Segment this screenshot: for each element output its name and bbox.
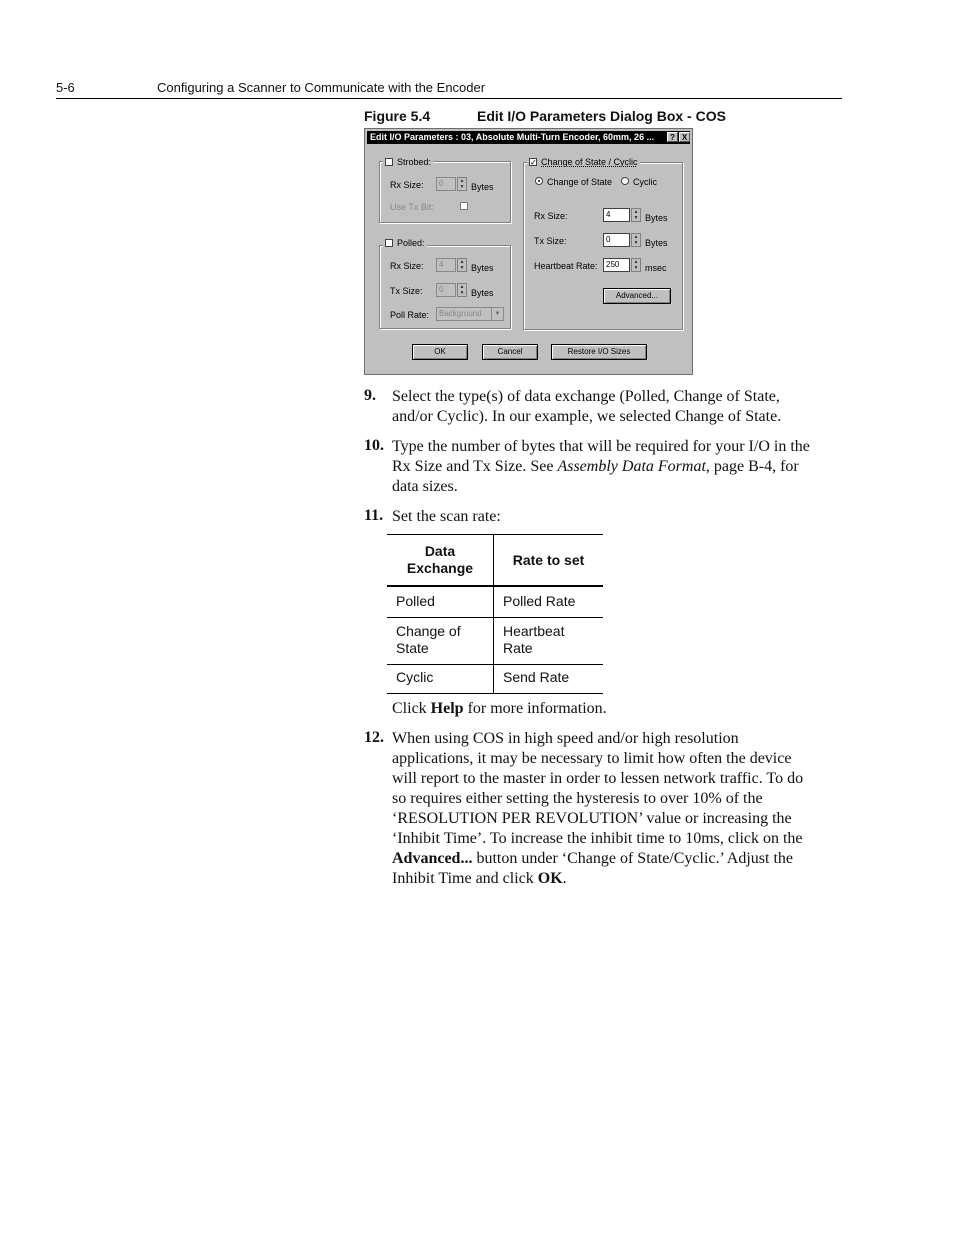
table-rule — [387, 664, 603, 665]
step-12-text-rest: button under ‘Change of State/Cyclic.’ Adjust the — [472, 850, 793, 867]
table-cell-exchange: Polled — [396, 593, 435, 609]
help-note-pre: Click — [392, 700, 431, 717]
step-10-text — [392, 437, 842, 497]
table-cell-rate — [503, 623, 564, 657]
radio-change-of-state-label: Change of State — [547, 177, 613, 187]
step-9-line: and/or Cyclic). In our example, we selected Change of State. — [392, 408, 782, 425]
strobed-rx-spinner[interactable]: ▲ ▼ — [457, 177, 467, 191]
step-10-line: data sizes. — [392, 478, 458, 495]
strobed-rx-size-label: Rx Size: — [390, 180, 424, 190]
cos-label: Change of State / Cyclic — [541, 157, 638, 167]
ok-keyword: OK — [537, 870, 563, 887]
step-12-text-pre: Inhibit Time and click — [392, 870, 538, 887]
step-10-text-a: Rx Size and Tx Size. See — [392, 458, 558, 475]
polled-header — [383, 238, 427, 248]
polled-rx-size-label: Rx Size: — [390, 261, 424, 271]
cell-line: Heartbeat — [503, 623, 565, 639]
strobed-header — [383, 157, 433, 167]
step-12-line: When using COS in high speed and/or high resolution — [392, 730, 739, 747]
edit-io-parameters-dialog — [364, 128, 693, 375]
polled-tx-size-label: Tx Size: — [390, 286, 423, 296]
poll-rate-label: Poll Rate: — [390, 310, 430, 320]
strobed-bytes-label: Bytes — [471, 182, 494, 192]
heartbeat-rate-label: Heartbeat Rate: — [534, 261, 598, 271]
advanced-keyword: Advanced... — [392, 850, 473, 867]
cancel-button[interactable]: Cancel — [482, 344, 538, 360]
cos-rx-bytes-label: Bytes — [645, 213, 668, 223]
table-rule — [387, 617, 603, 618]
close-button[interactable]: X — [679, 132, 690, 142]
cos-rx-size-input[interactable]: 4 — [603, 208, 630, 222]
step-12-line: applications, it may be necessary to limit how often the device — [392, 750, 792, 767]
table-header-exchange — [387, 543, 493, 577]
cos-rx-spinner[interactable]: ▲ ▼ — [631, 208, 641, 222]
chapter-title: Configuring a Scanner to Communicate with the Encoder — [157, 80, 486, 95]
header-line: Exchange — [406, 560, 474, 576]
strobed-checkbox[interactable] — [385, 158, 393, 166]
cell-line: Change of — [396, 623, 461, 639]
header-rule — [56, 98, 842, 99]
cell-line: Rate — [503, 640, 533, 656]
radio-cyclic-label: Cyclic — [633, 177, 657, 187]
table-rule-header — [387, 585, 603, 587]
cos-checkbox[interactable]: ✓ — [530, 158, 537, 167]
step-11-number: 11. — [364, 507, 384, 524]
cell-line: State — [396, 640, 429, 656]
msec-label: msec — [645, 263, 667, 273]
step-10-text-b: , page B-4, for — [705, 458, 799, 475]
cos-tx-spinner[interactable]: ▲ ▼ — [631, 233, 641, 247]
strobed-group — [379, 161, 511, 223]
radio-selected-dot — [538, 180, 540, 182]
use-tx-bit-label: Use Tx Bit: — [390, 202, 434, 212]
strobed-rx-size-input[interactable]: 0 — [436, 177, 456, 191]
step-9-number: 9. — [364, 387, 376, 404]
polled-label: Polled: — [397, 238, 425, 248]
strobed-label: Strobed: — [397, 157, 432, 167]
help-button[interactable]: ? — [667, 132, 678, 142]
table-cell-rate: Polled Rate — [503, 593, 576, 609]
cos-tx-size-label: Tx Size: — [534, 236, 567, 246]
step-11-text: Set the scan rate: — [392, 508, 501, 525]
figure-title: Edit I/O Parameters Dialog Box - COS — [477, 108, 726, 124]
table-cell-exchange — [396, 623, 461, 657]
figure-number: Figure 5.4 — [364, 108, 431, 124]
heartbeat-rate-input[interactable]: 250 — [603, 258, 630, 272]
table-rule-bottom — [387, 693, 603, 694]
heartbeat-rate-spinner[interactable]: ▲ ▼ — [631, 258, 641, 272]
cos-header — [527, 157, 640, 167]
step-10-line: Type the number of bytes that will be required for your I/O in the — [392, 438, 810, 455]
table-cell-exchange: Cyclic — [396, 669, 434, 685]
radio-cyclic[interactable] — [621, 177, 629, 185]
step-9-line: Select the type(s) of data exchange (Polled, Change of State, — [392, 388, 780, 405]
poll-rate-select[interactable] — [436, 307, 504, 321]
polled-rx-bytes-label: Bytes — [471, 263, 494, 273]
restore-io-sizes-button[interactable]: Restore I/O Sizes — [551, 344, 647, 360]
radio-change-of-state[interactable] — [535, 177, 543, 185]
polled-tx-size-input[interactable]: 0 — [436, 283, 456, 297]
cos-rx-size-label: Rx Size: — [534, 211, 568, 221]
step-12-text-post: . — [562, 870, 567, 887]
table-header-rate: Rate to set — [512, 552, 585, 568]
assembly-data-format-ref: Assembly Data Format — [557, 458, 706, 475]
poll-rate-value: Background — [439, 309, 482, 318]
step-12-line: so requires either setting the hysteresis to over 10% of the — [392, 790, 763, 807]
help-note — [392, 699, 842, 719]
dialog-title-bar — [367, 131, 690, 144]
polled-tx-bytes-label: Bytes — [471, 288, 494, 298]
polled-rx-spinner[interactable]: ▲ ▼ — [457, 258, 467, 272]
cos-tx-bytes-label: Bytes — [645, 238, 668, 248]
chevron-down-icon: ▼ — [491, 308, 503, 320]
cos-tx-size-input[interactable]: 0 — [603, 233, 630, 247]
header-line: Data — [424, 543, 456, 559]
advanced-button[interactable]: Advanced... — [603, 288, 671, 304]
polled-rx-size-input[interactable]: 4 — [436, 258, 456, 272]
table-cell-rate: Send Rate — [503, 669, 570, 685]
step-12-line: ‘Inhibit Time’. To increase the inhibit time to 10ms, click on the — [392, 830, 803, 847]
help-keyword: Help — [430, 700, 464, 717]
step-12-line: ‘RESOLUTION PER REVOLUTION’ value or increasing the — [392, 810, 792, 827]
step-12-text — [392, 729, 842, 889]
dialog-title: Edit I/O Parameters : 03, Absolute Multi-Turn Encoder, 60mm, 26 ... — [370, 132, 655, 142]
ok-button[interactable]: OK — [412, 344, 468, 360]
scan-rate-table — [387, 534, 603, 694]
step-12-number: 12. — [364, 729, 384, 746]
step-12-line — [392, 849, 842, 869]
step-12-line — [392, 869, 842, 889]
step-9-text — [392, 387, 842, 427]
page-number: 5-6 — [56, 80, 75, 95]
step-10-line — [392, 457, 842, 477]
step-10-number: 10. — [364, 437, 384, 454]
polled-tx-spinner[interactable]: ▲ ▼ — [457, 283, 467, 297]
polled-checkbox[interactable] — [385, 239, 393, 247]
use-tx-bit-checkbox[interactable] — [460, 202, 468, 210]
table-rule-top — [387, 534, 603, 535]
help-note-post: for more information. — [463, 700, 607, 717]
step-12-line: will report to the master in order to lessen network traffic. To do — [392, 770, 804, 787]
